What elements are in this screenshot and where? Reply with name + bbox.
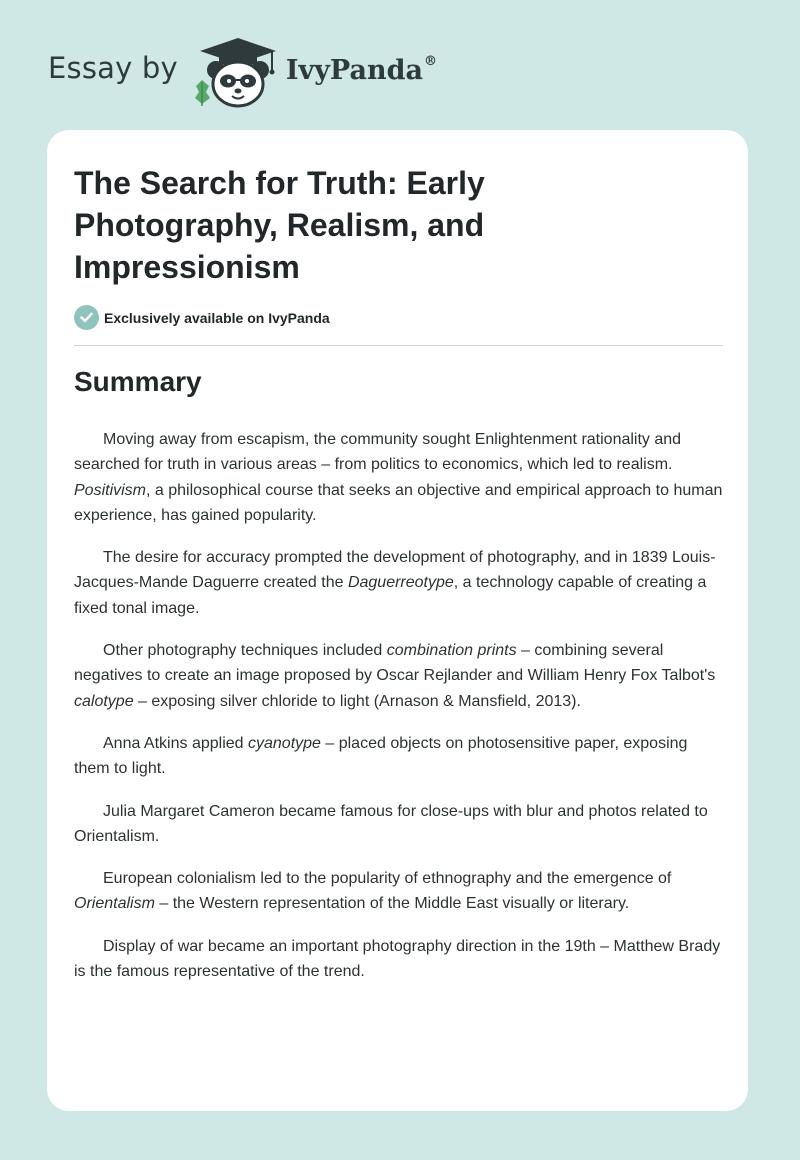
text-run: Other photography techniques included xyxy=(103,642,387,660)
text-run: – the Western representation of the Middle East visually or literary. xyxy=(154,895,630,913)
italic-term: Daguerreotype xyxy=(347,574,454,592)
registered-mark: ® xyxy=(423,53,437,69)
exclusive-label: Exclusively available on IvyPanda xyxy=(104,309,330,326)
panda-graduate-logo-icon[interactable] xyxy=(192,34,284,110)
text-run: Moving away from escapism, the community sought Enlightenment rationality and searched for truth in various areas – from politics to economics, which led to realism. xyxy=(74,431,682,474)
summary-paragraph xyxy=(74,799,726,850)
divider xyxy=(74,345,723,346)
italic-term: calotype xyxy=(74,692,134,710)
italic-term: Positivism xyxy=(74,481,147,499)
summary-paragraph xyxy=(74,934,726,985)
brand-name[interactable]: IvyPanda® xyxy=(285,53,437,86)
essay-by-label: Essay by xyxy=(48,51,178,85)
summary-body xyxy=(74,427,726,1001)
text-run: European colonialism led to the popularity of ethnography and the emergence of xyxy=(103,870,672,888)
italic-term: Orientalism xyxy=(74,895,155,913)
text-run: Display of war became an important photography direction in the 19th – Matthew Brady is the famous representative of the trend. xyxy=(74,937,721,981)
summary-paragraph xyxy=(74,545,726,621)
text-run: The desire for accuracy prompted the development of photography, and in 1839 Louis-Jacques-Mande Daguerre created the xyxy=(74,549,716,592)
text-run: , a philosophical course that seeks an objective and empirical approach to human experience, has gained popularity. xyxy=(74,481,723,524)
text-run: – exposing silver chloride to light (Arnason & Mansfield, 2013). xyxy=(133,692,581,710)
page-title: The Search for Truth: Early Photography, Realism, and Impressionism xyxy=(74,165,485,285)
summary-paragraph xyxy=(74,638,726,714)
exclusive-badge xyxy=(74,305,330,330)
text-run: – placed objects on photosensitive paper, exposing them to light. xyxy=(74,734,688,778)
text-run: Julia Margaret Cameron became famous for close-ups with blur and photos related to Orientalism. xyxy=(74,802,708,845)
site-header xyxy=(48,34,437,110)
summary-paragraph xyxy=(74,731,726,782)
italic-term: cyanotype xyxy=(248,734,321,752)
text-run: Anna Atkins applied xyxy=(103,734,248,752)
essay-card xyxy=(47,130,748,1111)
text-run: , a technology capable of creating a fixed tonal image. xyxy=(74,574,707,617)
italic-term: combination prints xyxy=(386,642,517,660)
text-run: – combining several negatives to create an image proposed by Oscar Rejlander and William Henry Fox Talbot's xyxy=(74,642,716,685)
summary-paragraph xyxy=(74,427,726,528)
check-circle-icon xyxy=(74,305,99,330)
section-heading-summary: Summary xyxy=(74,366,202,397)
summary-paragraph xyxy=(74,866,726,917)
